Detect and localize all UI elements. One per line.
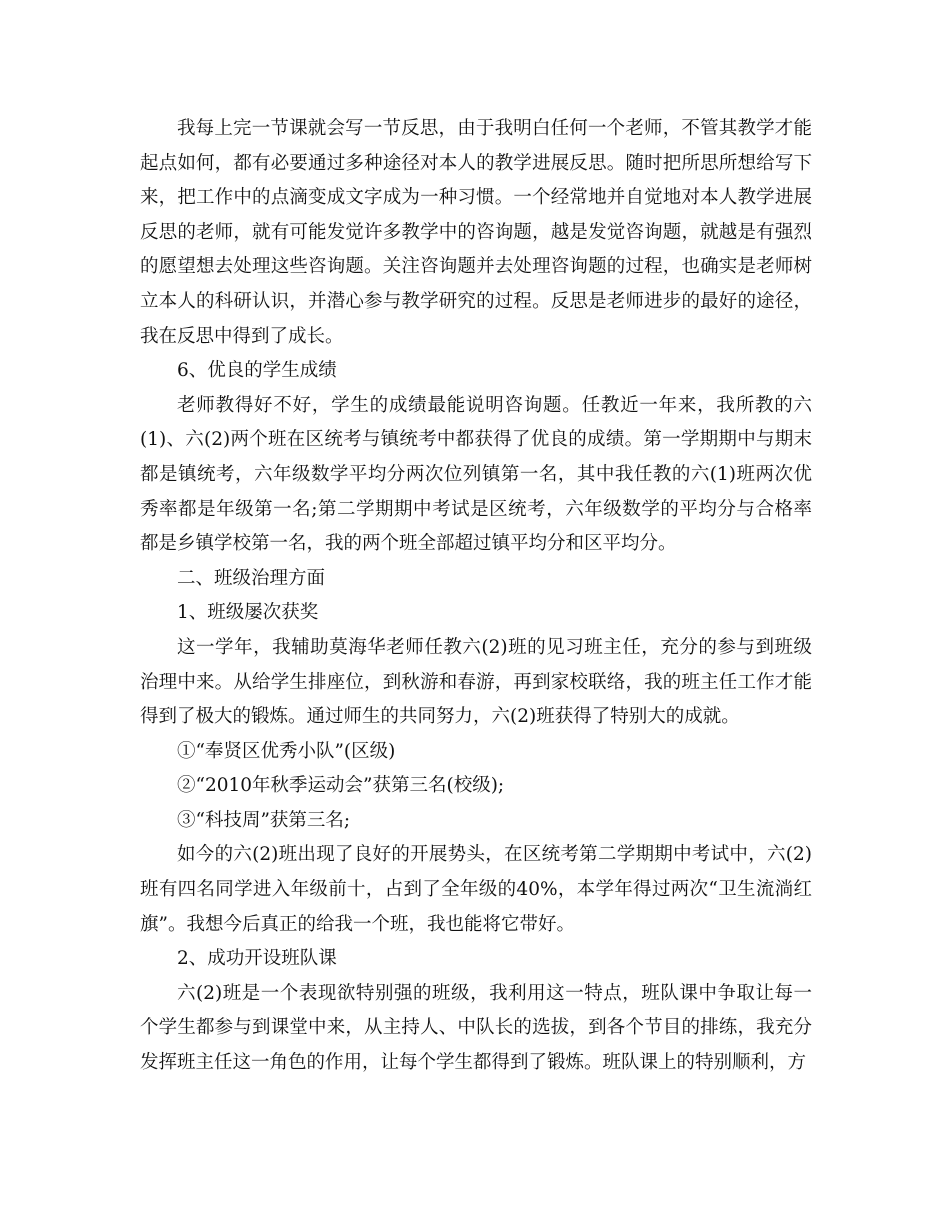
paragraph-reflection: 我每上完一节课就会写一节反思，由于我明白任何一个老师，不管其教学才能起点如何，都有必要通过多种途径对本人的教学进展反思。随时把所思所想给写下来，把工作中的点滴变成文字成为一种习惯。一个经常地并自觉地对本人教学进展反思的老师，就有可能发觉许多教学中的咨询题，越是发觉咨询题，就越是有强烈的愿望想去处理这些咨询题。关注咨询题并去处理咨询题的过程，也确实是老师树立本人的科研认识，并潜心参与教学研究的过程。反思是老师进步的最好的途径，我在反思中得到了成长。 xyxy=(140,118,812,347)
paragraph-class-progress: 如今的六(2)班出现了良好的开展势头，在区统考第二学期期中考试中，六(2)班有四名同学进入年级前十，占到了全年级的40%，本学年得过两次“卫生流淌红旗”。我想今后真正的给我一个班，我也能将它带好。 xyxy=(140,844,812,935)
heading-class-meeting: 2、成功开设班队课 xyxy=(177,948,337,970)
paragraph-class-meeting: 六(2)班是一个表现欲特别强的班级，我利用这一特点，班队课中争取让每一个学生都参与到课堂中来，从主持人、中队长的选拔，到各个节目的排练，我充分发挥班主任这一角色的作用，让每个学生都得到了锻炼。班队课上的特别顺利，方 xyxy=(140,982,812,1074)
list-item-award-3: ③“科技周”获第三名; xyxy=(177,809,351,831)
list-item-award-1: ①“奉贤区优秀小队”(区级) xyxy=(177,740,396,762)
list-item-award-2: ②“2010年秋季运动会”获第三名(校级); xyxy=(177,775,505,797)
heading-class-management: 二、班级治理方面 xyxy=(177,567,326,589)
document-body xyxy=(140,112,812,1081)
heading-student-results: 6、优良的学生成绩 xyxy=(177,360,337,382)
paragraph-class-awards: 这一学年，我辅助莫海华老师任教六(2)班的见习班主任，充分的参与到班级治理中来。从给学生排座位，到秋游和春游，再到家校联络，我的班主任工作才能得到了极大的锻炼。通过师生的共同努力，六(2)班获得了特别大的成就。 xyxy=(140,636,812,728)
heading-class-awards: 1、班级屡次获奖 xyxy=(177,602,319,624)
paragraph-student-results: 老师教得好不好，学生的成绩最能说明咨询题。任教近一年来，我所教的六(1)、六(2)两个班在区统考与镇统考中都获得了优良的成绩。第一学期期中与期末都是镇统考，六年级数学平均分两次位列镇第一名，其中我任教的六(1)班两次优秀率都是年级第一名;第二学期期中考试是区统考，六年级数学的平均分与合格率都是乡镇学校第一名，我的两个班全部超过镇平均分和区平均分。 xyxy=(140,394,812,555)
